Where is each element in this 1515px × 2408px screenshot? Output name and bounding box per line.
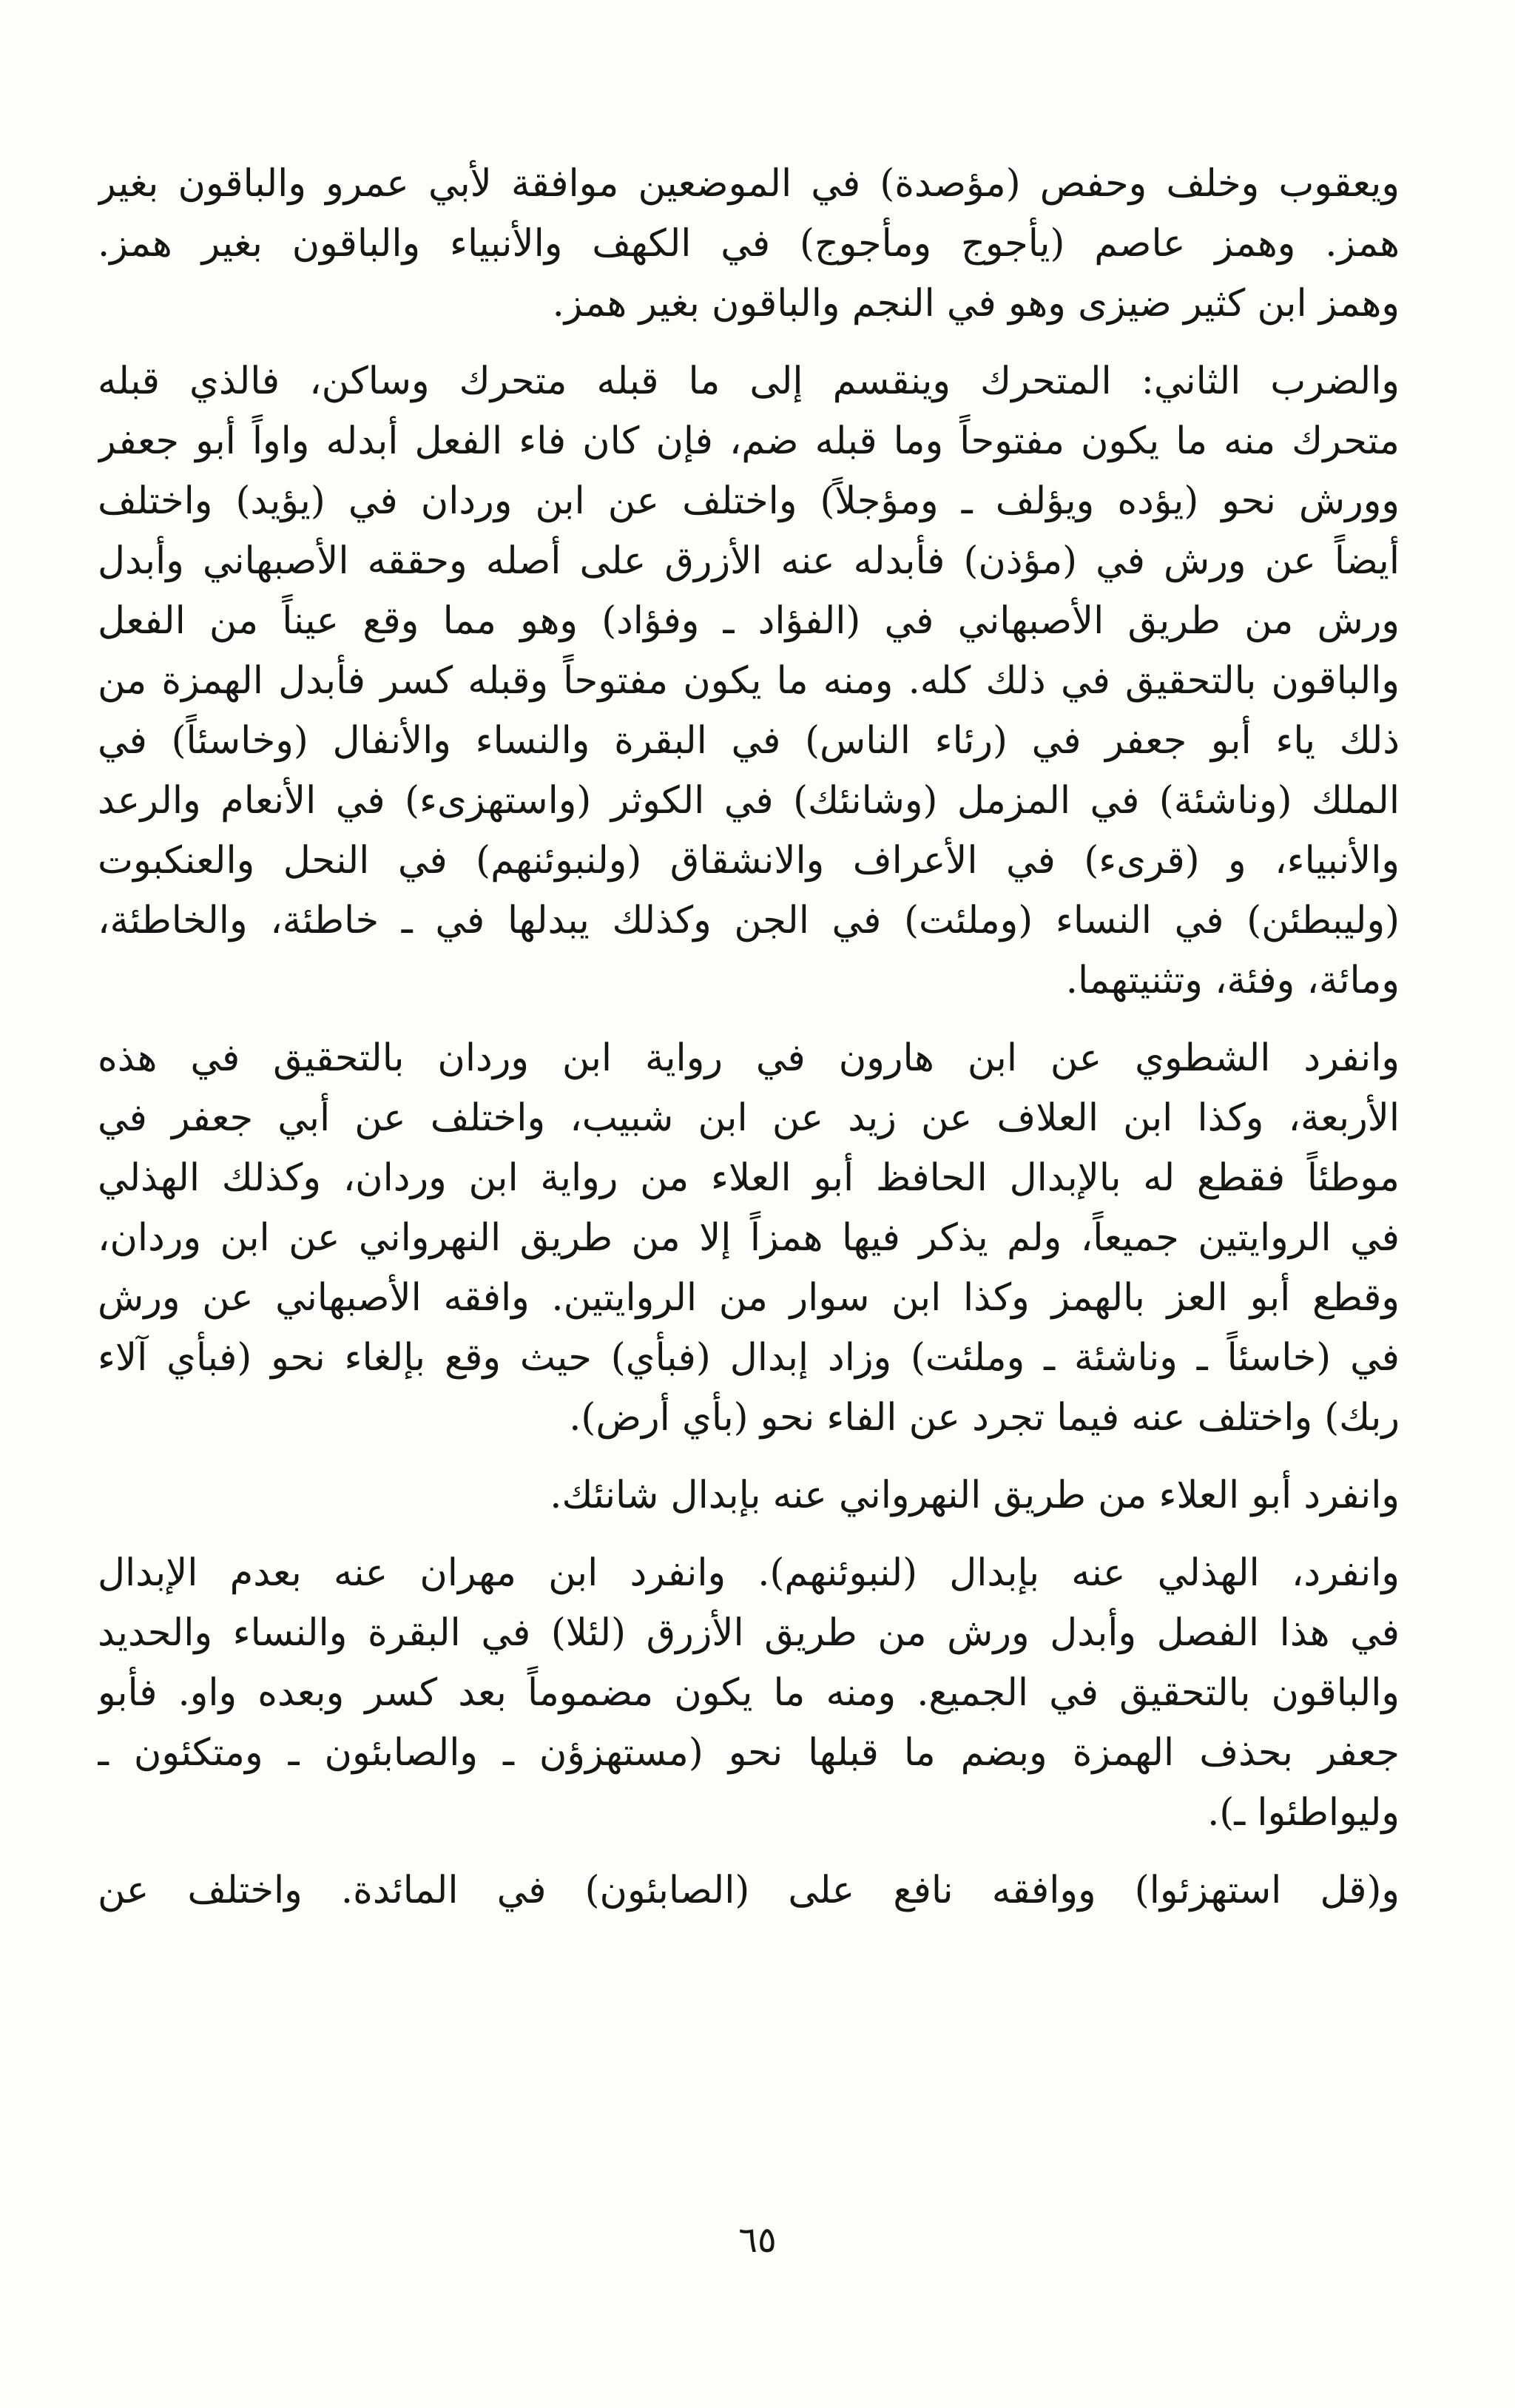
text-line: جعفر بحذف الهمزة وبضم ما قبلها نحو (مستهزؤن ـ والصابئون ـ ومتكئون ـ	[98, 1731, 1400, 1775]
text-line: ورش من طريق الأصبهاني في (الفؤاد ـ وفؤاد) وهو مما وقع عيناً من الفعل	[98, 599, 1400, 643]
text-line: ومائة، وفئة، وتثنيتهما.	[1065, 959, 1400, 1002]
body-text	[98, 154, 1400, 1938]
paragraph-2	[98, 351, 1400, 1011]
text-line: ويعقوب وخلف وحفص (مؤصدة) في الموضعين موافقة لأبي عمرو والباقون بغير	[98, 162, 1400, 206]
page-number: ٦٥	[738, 2219, 777, 2261]
text-line: والباقون بالتحقيق في ذلك كله. ومنه ما يكون مفتوحاً وقبله كسر فأبدل الهمزة من	[98, 659, 1400, 703]
text-line: وقطع أبو العز بالهمز وكذا ابن سوار من الروايتين. وافقه الأصبهاني عن ورش	[98, 1276, 1400, 1320]
paragraph-3	[98, 1028, 1400, 1448]
text-line: وانفرد الشطوي عن ابن هارون في رواية ابن وردان بالتحقيق في هذه	[98, 1036, 1400, 1080]
paragraph-5	[98, 1543, 1400, 1843]
paragraph-1	[98, 154, 1400, 334]
text-line: متحرك منه ما يكون مفتوحاً وما قبله ضم، فإن كان فاء الفعل أبدله واواً أبو جعفر	[98, 419, 1400, 463]
text-line: والباقون بالتحقيق في الجميع. ومنه ما يكون مضموماً بعد كسر وبعده واو. فأبو	[98, 1671, 1400, 1715]
text-line: وانفرد، الهذلي عنه بإبدال (لنبوئنهم). وانفرد ابن مهران عنه بعدم الإبدال	[98, 1551, 1400, 1595]
text-line: أيضاً عن ورش في (مؤذن) فأبدله عنه الأزرق على أصله وحققه الأصبهاني وأبدل	[98, 539, 1400, 583]
text-line: موطئاً فقطع له بالإبدال الحافظ أبو العلاء من رواية ابن وردان، وكذلك الهذلي	[98, 1156, 1400, 1200]
paragraph-4	[98, 1466, 1400, 1525]
text-line: و(قل استهزئوا) ووافقه نافع على (الصابئون) في المائدة. واختلف عن	[98, 1869, 1400, 1912]
text-line: همز. وهمز عاصم (يأجوج ومأجوج) في الكهف والأنبياء والباقون بغير همز.	[98, 222, 1400, 266]
text-line: والضرب الثاني: المتحرك وينقسم إلى ما قبله متحرك وساكن، فالذي قبله	[98, 360, 1400, 403]
text-line: ذلك ياء أبو جعفر في (رئاء الناس) في البقرة والنساء والأنفال (وخاسئاً) في	[98, 719, 1400, 763]
text-line: وليواطئوا ـ).	[1207, 1791, 1400, 1835]
text-line: وهمز ابن كثير ضيزى وهو في النجم والباقون بغير همز.	[552, 282, 1400, 326]
text-line: الأربعة، وكذا ابن العلاف عن زيد عن ابن شبيب، واختلف عن أبي جعفر في	[98, 1096, 1400, 1140]
text-line: (وليبطئن) في النساء (وملئت) في الجن وكذلك يبدلها في ـ خاطئة، والخاطئة،	[98, 899, 1400, 942]
text-line: والأنبياء، و (قرىء) في الأعراف والانشقاق (ولنبوئنهم) في النحل والعنكبوت	[98, 839, 1400, 883]
text-line: الملك (وناشئة) في المزمل (وشانئك) في الكوثر (واستهزىء) في الأنعام والرعد	[98, 779, 1400, 823]
text-line: وانفرد أبو العلاء من طريق النهرواني عنه بإبدال شانئك.	[550, 1474, 1400, 1517]
paragraph-6	[98, 1861, 1400, 1920]
text-line: وورش نحو (يؤده ويؤلف ـ ومؤجلاً) واختلف عن ابن وردان في (يؤيد) واختلف	[98, 479, 1400, 523]
text-line: في هذا الفصل وأبدل ورش من طريق الأزرق (لئلا) في البقرة والنساء والحديد	[98, 1611, 1400, 1655]
text-line: في الروايتين جميعاً، ولم يذكر فيها همزاً إلا من طريق النهرواني عن ابن وردان،	[98, 1216, 1400, 1260]
text-line: في (خاسئاً ـ وناشئة ـ وملئت) وزاد إبدال (فبأي) حيث وقع بإلغاء نحو (فبأي آلاء	[98, 1336, 1400, 1380]
text-line: ربك) واختلف عنه فيما تجرد عن الفاء نحو (بأي أرض).	[569, 1396, 1400, 1440]
